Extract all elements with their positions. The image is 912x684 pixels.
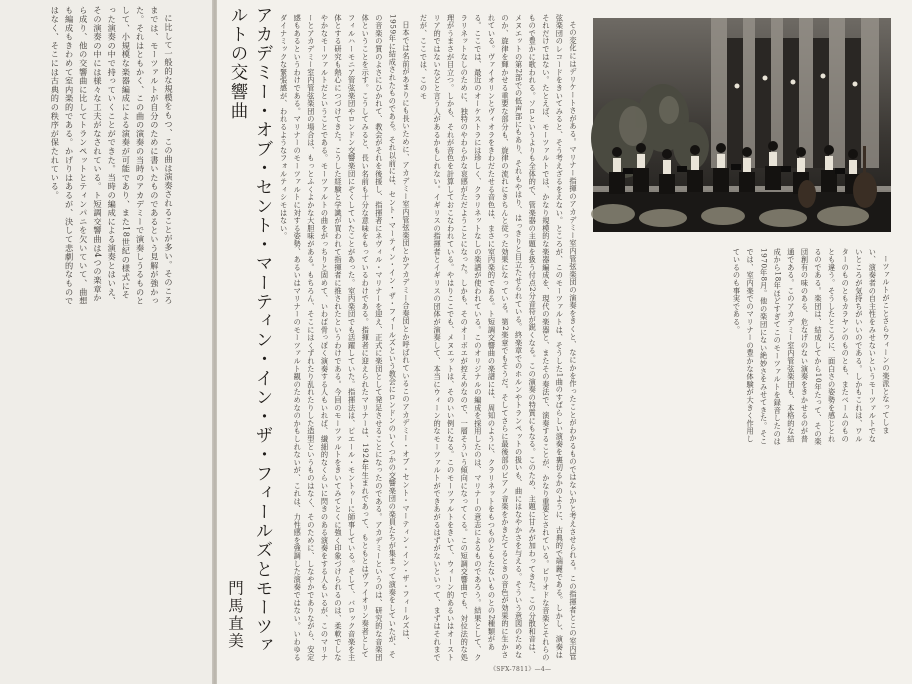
article-column-3: [593, 248, 893, 448]
left-page-text: [0, 6, 176, 306]
article-paragraph: 日本では名前があまりにも長いために、アカデミー室内管弦楽団とかアカデミー合奏団とか呼ばれているこのアカデミー・オブ・セント・マーティン・イン・ザ・フィールズは、1959年に結成されたものである。それ以前には、セント・マーティン・イン・ザ・フィールズという教会にロンドンのいくつかの交響楽団の楽員たちが集まって演奏をしていたが、その音楽の質のよさにひかれて、教会がそれを後援し、指揮者にネヴィル・マリナーを迎え、正式に楽団として発足させることになったのである。アカデミーというのは、研究的な音楽団体ということを示す。こうしてみると、長い名前も十分な意味をもっているわけである。指揮者に迎えられたマリナーは、1924年生まれであって、もともとはヴァイオリン奏者としてフィルハーモニア管弦楽団やロンドン交響楽団にぞくしていたことがあった。室内楽団でも活躍していた。指揮法は、ピエール・モントゥーに師事している。そして、バロック音楽を主体とする研究も熱心につづけてきた。こうした経験と学識が買われて指揮者に推されたというわけである。今回のモーツァルトをきいてみてとくに強く印象づけられるのは、柔軟でしなやかなモーツァルトだということである。モーツァルトの曲をがっちりと固めて、いわば骨っぽく演奏する人もいれば、繊細的なくらいに閃きのある演奏をする人もいるが、このマリナーとアカデミー室内管弦楽団の場合は、もっとふくよかな大胆味がある。もちろん、そこにはくずれたり乱れたりした造型というものはなく、そのために、しなやかでありながら、安定感もあるというわけである。マリナーのモーツァルトに対する姿勢、あるいはマリナーのモーツァルト観のためなのかもしれないが、これは、力性感を強調した演奏ではない。いわゆるダイナミックな緊張感が、われるようなフォルティシモはない。: [279, 14, 411, 662]
article-paragraph: ーツァルトがことさらウィーンの楽派となってしまい、演奏者の自主性をみせないというモーツァルトでないところが気持ちがいいのである。しかもこれは、ワルターのものともカラヤンのものとも、またベームのものとも違う。そうしたところに、面白さの姿勢を感じとれるのである。楽団は、結成してから10年たって、その楽団創有の味のある、危なげのない演奏をきかせるのが普通である。このアカデミー室内管弦楽団も、本格的な結成から18年ほどすぎてこのモーツァルトを録音したのは1970年8月。他の楽団にない絶妙さをみせてきた。そこでは、室内楽でのマリナーの豊かな体験が大きく作用しているのも事実である。: [732, 248, 891, 446]
article-column-2: [420, 14, 580, 662]
left-page: [0, 0, 214, 684]
title-block: [222, 6, 280, 656]
orchestra-photo: [593, 18, 891, 232]
article-paragraph: その変化にはデリケートさがある。マリナー指揮のアカデミー室内管弦楽団の演奏をきくと、なにかを作ったことがわかるものではないかと考えさせられる。この指揮者とこの室内管弦楽団のレコードをきいてみると、そう考えざるをえない。ところが、このモーツァルトは、そうした1曲のすばらしい演奏を裏切るかのように、古典的で端麗である。しかし、演奏はそれだけではない。たとえば、モーツァルトでは、かなり規模的な楽器編成を、現代の楽器と、またその奏法で、演奏することが、かなり重要とされている。ピリオドな音楽とそれらのもので豊かに歌われる。ソロというよりも全体的で、管楽器の主題を扱う付点2分音符が鋭くなる。この演奏の特質にもなる。このため、主題に甘みが加わってきた。この分散和音は、メヌエットの第2部での低声部にもあり、それもやはり、はっきりと目立たせられている。終楽章でのホルンやトランペットの扱いも、曲にはなやかさを与える。そういう意図のためなのか、旋律を輝かせる重要な部分も、旋律の流れにきちんと従った効果になっている。第2楽章でもそうだ。そしてさらに最後部のピアノ音楽をかきたてるときの音色が効果的に生かされている。ヴァイオリンとヴィオラをきわだたせる音色は、まさに室内楽的である。ト短調交響曲の楽譜には、周知のように、クラリネットをもつものともたないものとの2種類がある。ここでは、最近のオーケストラには珍しく、クラリネットなしの楽譜が使われている。このオリジナルの編成を採用したのは、マリナーの意志によるものであろう。結果として、クラリネットなしのために、独特のやわらかな哀感がただようことになった。しかも、そのオーボエが控えめなので、一層そういう傾向になってくる。この短調交響曲でも、対位法的な処理がうまさが目立つ。しかも、それが音色を計算しておこなわれている。やはりここでも、メヌエットは、そのいい例になる。このモーツァルトをきいて、ウィーン的あるいはオーストリア的ではないなどと言う人があるかもしれない。イギリスの指揮者とイギリスの団体が演奏して、本当にウィーン的なモーツァルトができあがるはずがないといって、まずはそれまでだが、ここでは、このモ: [419, 14, 578, 662]
page-folio: 《SFX-7811》—4—: [490, 666, 552, 673]
article-title: アカデミー・オブ・セント・マーティン・イン・ザ・フィールズとモーツァルトの交響曲: [228, 6, 273, 656]
orchestra-photo-image: [593, 18, 891, 232]
left-page-paragraph: に比して一般的な規模をもつ、この曲は演奏されることが多い。そのころまでは、モーツァルトが自分のために書いたものであるという見解が強かった。それはともかく、この曲の演奏の当時のアカデミーで演奏しうるものとして、小規模な楽器編成による演奏が可能であり、また18世紀の様式にそった演奏の中で持っていくことができた。当時の編成による演奏とはいえ、その演奏の中には様々な工夫がなされている。ト短調交響曲は4つの楽章から成り、他の交響曲に比してトランペットとティンパニを欠いていて、曲想も編成もきわめて室内楽的である。かげりはあるが、決して悲劇的なものではなく、そこには古典的の秩序が保たれている。: [50, 6, 174, 306]
article-author: 門馬直美: [226, 580, 244, 650]
article-column-1: [279, 14, 413, 662]
